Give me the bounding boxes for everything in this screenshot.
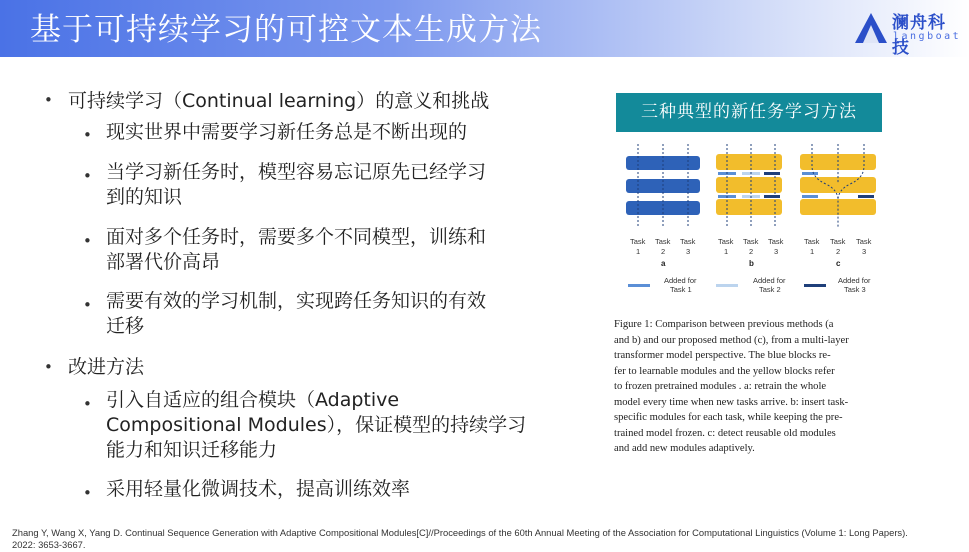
svg-text:Task 1: Task 1 <box>670 285 692 294</box>
caption-line: model every time when new tasks arrive. b: insert task- <box>614 396 849 408</box>
yellow-block <box>800 177 876 193</box>
figure-banner-label: 三种典型的新任务学习方法 <box>641 102 857 122</box>
figure-banner <box>616 93 882 132</box>
caption-line: and b) and our proposed method (c), from a multi-layer <box>614 334 849 346</box>
caption-line: trained model frozen. c: detect reusable old modules <box>614 427 836 439</box>
bullet-line: 现实世界中需要学习新任务总是不断出现的 <box>106 121 468 143</box>
svg-text:b: b <box>749 259 754 268</box>
svg-text:Task: Task <box>804 237 820 246</box>
caption-line: specific modules for each task, while keeping the pre- <box>614 412 843 423</box>
header-bar <box>0 0 969 57</box>
caption-line: Figure 1: Comparison between previous methods (a <box>614 319 834 330</box>
bullet-dot: • <box>83 232 92 250</box>
bullet-dot: • <box>83 296 92 314</box>
reference-line: Zhang Y, Wang X, Yang D. Continual Sequence Generation with Adaptive Compositional Modules[C]//Proceedings of the 60th Annual Meeting of the Association for Computational Linguistics (Volume 1: Long Papers). <box>12 527 908 538</box>
bullet-level2 <box>106 160 486 210</box>
svg-text:3: 3 <box>774 247 779 256</box>
page-title: 基于可持续学习的可控文本生成方法 <box>30 12 542 48</box>
bullet-dot: • <box>44 358 53 376</box>
svg-text:1: 1 <box>810 247 815 256</box>
bullet-dot: • <box>83 395 92 413</box>
svg-text:Added for: Added for <box>753 276 786 285</box>
bullet-dot: • <box>44 91 53 109</box>
bullet-line: 当学习新任务时，模型容易忘记原先已经学习 <box>106 161 487 183</box>
logo-subtext: langboat <box>893 31 962 42</box>
bullet-line: 迁移 <box>106 315 145 337</box>
bullet-level2 <box>106 477 410 502</box>
bullet-level1: 改进方法 <box>68 356 145 378</box>
yellow-block <box>716 199 782 215</box>
caption-line: to frozen pretrained modules . a: retrain the whole <box>614 381 827 392</box>
figure-caption <box>614 317 894 457</box>
bullet-line: 部署代价高昂 <box>106 251 221 273</box>
svg-text:Added for: Added for <box>838 276 871 285</box>
bullet-level2 <box>106 388 526 463</box>
svg-text:Task: Task <box>718 237 734 246</box>
caption-line: fer to learnable modules and the yellow blocks refer <box>614 365 835 377</box>
caption-line: and add new modules adaptively. <box>614 443 755 454</box>
svg-text:Added for: Added for <box>664 276 697 285</box>
bullet-line: Compositional Modules），保证模型的持续学习 <box>106 414 527 436</box>
bullet-dot: • <box>83 484 92 502</box>
svg-text:Task 3: Task 3 <box>844 285 866 294</box>
svg-text:Task 2: Task 2 <box>759 285 781 294</box>
logo-text: 澜舟科技 <box>892 13 946 58</box>
yellow-block <box>716 177 782 193</box>
bullet-level1: 可持续学习（Continual learning）的意义和挑战 <box>68 90 490 112</box>
svg-text:Task: Task <box>743 237 759 246</box>
bullet-line: 引入自适应的组合模块（Adaptive <box>106 389 400 411</box>
method-comparison-diagram <box>620 140 888 300</box>
svg-text:1: 1 <box>636 247 641 256</box>
svg-text:3: 3 <box>862 247 867 256</box>
bullet-line: 采用轻量化微调技术，提高训练效率 <box>106 478 411 500</box>
svg-text:Task: Task <box>856 237 872 246</box>
bullet-dot: • <box>83 167 92 185</box>
logo-icon <box>852 9 890 47</box>
reference-line: 2022: 3653-3667. <box>12 539 86 550</box>
panel-c <box>800 144 876 228</box>
svg-text:Task: Task <box>630 237 646 246</box>
svg-text:2: 2 <box>749 247 754 256</box>
bullet-dot: • <box>83 126 92 144</box>
panel-b <box>716 144 782 228</box>
reference-footer <box>12 527 962 551</box>
svg-text:Task: Task <box>830 237 846 246</box>
company-logo <box>852 6 962 58</box>
legend <box>628 276 871 294</box>
yellow-block <box>716 154 782 170</box>
panel-a <box>626 144 700 228</box>
task-labels <box>630 237 872 268</box>
bullet-line: 需要有效的学习机制，实现跨任务知识的有效 <box>106 290 487 312</box>
svg-text:3: 3 <box>686 247 691 256</box>
bullet-level2 <box>106 289 486 339</box>
svg-text:1: 1 <box>724 247 729 256</box>
bullet-line: 到的知识 <box>106 186 183 208</box>
bullet-level2 <box>106 225 486 275</box>
bullet-level2 <box>106 120 467 145</box>
caption-line: transformer model perspective. The blue blocks re- <box>614 350 831 361</box>
bullet-line: 面对多个任务时，需要多个不同模型，训练和 <box>106 226 487 248</box>
svg-text:a: a <box>661 259 666 268</box>
svg-text:Task: Task <box>655 237 671 246</box>
blue-block <box>626 156 700 170</box>
svg-text:c: c <box>836 259 841 268</box>
bullet-line: 能力和知识迁移能力 <box>106 439 278 461</box>
svg-text:Task: Task <box>768 237 784 246</box>
svg-text:2: 2 <box>661 247 666 256</box>
svg-text:Task: Task <box>680 237 696 246</box>
svg-text:2: 2 <box>836 247 841 256</box>
